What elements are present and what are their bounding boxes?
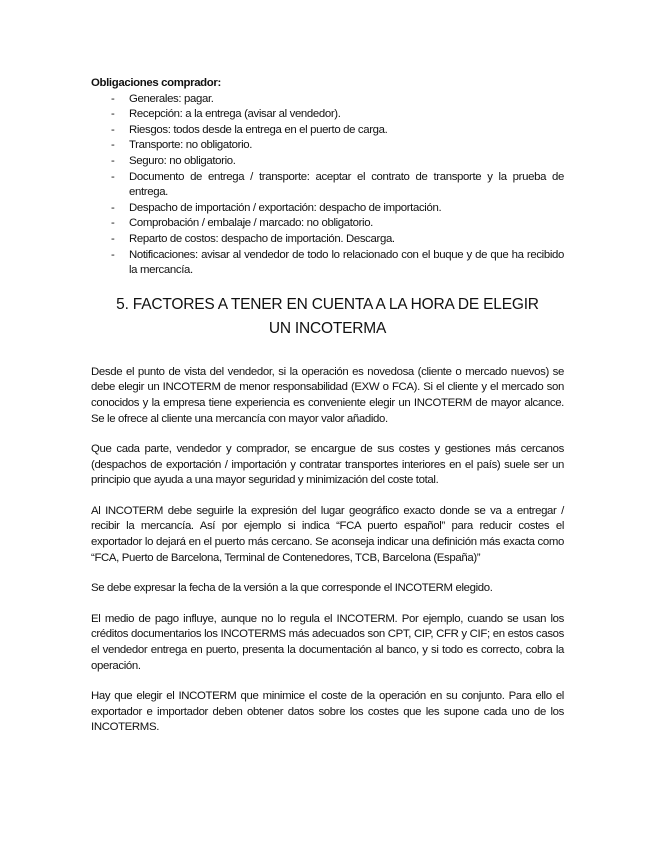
paragraph: Desde el punto de vista del vendedor, si la operación es novedosa (cliente o mercado nuevos) se debe elegir un INCOTERM de menor responsabilidad (EXW o FCA). Si el cliente y el mercado son conocidos y la empresa tiene experiencia es conveniente elegir un INCOTERM de mayor alcance. Se le ofrece al cliente una mercancía con mayor valor añadido. (91, 365, 564, 425)
bullet-dash: - (111, 92, 115, 105)
list-item (91, 248, 564, 279)
obligaciones-title: Obligaciones comprador: (91, 77, 221, 89)
list-item-text: Generales: pagar. (129, 92, 214, 105)
list-item-text: Transporte: no obligatorio. (129, 139, 253, 152)
paragraph: Hay que elegir el INCOTERM que minimice el coste de la operación en su conjunto. Para ello el exportador e importador deben obtener datos sobre los costes que les supone cada uno de los INCOTERMS. (91, 690, 564, 734)
list-item (91, 201, 564, 217)
bullet-dash: - (111, 139, 115, 152)
list-item-text: Despacho de importación / exportación: despacho de importación. (129, 201, 442, 214)
bullet-dash: - (111, 123, 115, 136)
document-page (91, 76, 564, 751)
bullet-dash: - (111, 217, 115, 230)
list-item-text: Documento de entrega / transporte: aceptar el contrato de transporte y la prueba de entrega. (129, 170, 564, 199)
bullet-dash: - (111, 154, 115, 167)
obligaciones-list (91, 92, 564, 279)
section-heading: 5. FACTORES A TENER EN CUENTA A LA HORA DE ELEGIR UN INCOTERMA (116, 295, 539, 337)
bullet-dash: - (111, 201, 115, 214)
list-item (91, 232, 564, 248)
paragraph: El medio de pago influye, aunque no lo regula el INCOTERM. Por ejemplo, cuando se usan los créditos documentarios los INCOTERMS más adecuados son CPT, CIP, CFR y CIF; en estos casos el vendedor entrega en puerto, presenta la documentación al banco, y si todo es correcto, cobra la operación. (91, 612, 564, 672)
list-item (91, 170, 564, 201)
paragraph: Que cada parte, vendedor y comprador, se encargue de sus costes y gestiones más cercanos (despachos de exportación / importación y contratar transportes interiores en el país) suele ser un principio que ayuda a una mayor seguridad y minimización del coste total. (91, 443, 564, 487)
list-item (91, 92, 564, 108)
list-item (91, 123, 564, 139)
list-item-text: Reparto de costos: despacho de importación. Descarga. (129, 232, 395, 245)
list-item-text: Notificaciones: avisar al vendedor de todo lo relacionado con el buque y de que ha recibido la mercancía. (129, 248, 564, 277)
paragraph: Al INCOTERM debe seguirle la expresión del lugar geográfico exacto donde se va a entregar / recibir la mercancía. Así por ejemplo si indica “FCA puerto español” para reducir costes el exportador lo dejará en el puerto más cercano. Se aconseja indicar una definición más exacta como “FCA, Puerto de Barcelona, Terminal de Contenedores, TCB, Barcelona (España)” (91, 504, 564, 564)
list-item (91, 154, 564, 170)
list-item (91, 138, 564, 154)
list-item-text: Riesgos: todos desde la entrega en el puerto de carga. (129, 123, 388, 136)
bullet-dash: - (111, 248, 115, 261)
list-item (91, 216, 564, 232)
bullet-dash: - (111, 170, 115, 183)
list-item (91, 107, 564, 123)
list-item-text: Recepción: a la entrega (avisar al vendedor). (129, 108, 341, 121)
bullet-dash: - (111, 108, 115, 121)
list-item-text: Seguro: no obligatorio. (129, 154, 236, 167)
bullet-dash: - (111, 232, 115, 245)
list-item-text: Comprobación / embalaje / marcado: no obligatorio. (129, 217, 373, 230)
paragraph: Se debe expresar la fecha de la versión a la que corresponde el INCOTERM elegido. (91, 582, 493, 595)
